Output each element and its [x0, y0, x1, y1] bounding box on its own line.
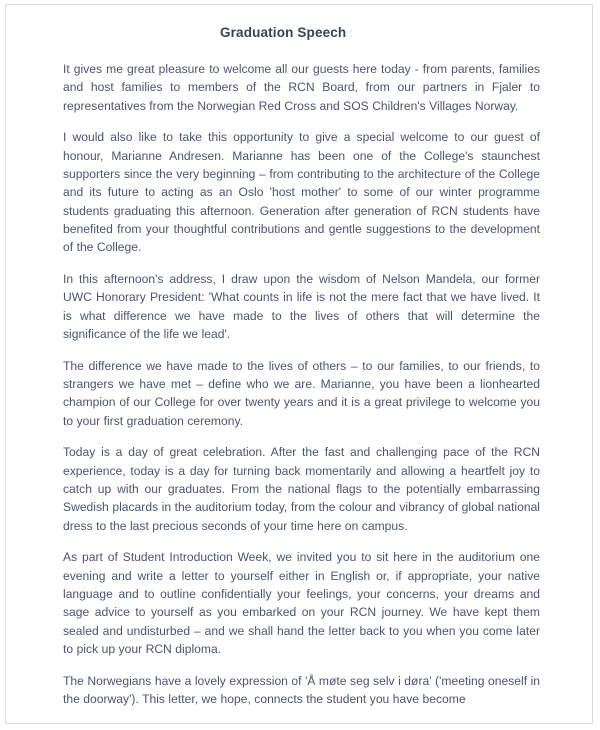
- page-title-text: Graduation Speech: [220, 25, 347, 40]
- paragraph: In this afternoon's address, I draw upon the wisdom of Nelson Mandela, our former UWC Honorary President: 'What counts in life is not the mere fact that we have lived. It is what difference we have made to the lives of others that will determine the significance of the life we lead'.: [63, 271, 540, 341]
- page-title: [63, 23, 540, 43]
- paragraph: As part of Student Introduction Week, we invited you to sit here in the auditorium one evening and write a letter to yourself either in English or, if appropriate, your native language and to outline confidentially your feelings, your concerns, your dreams and sage advice to yourself as you embarked on your RCN journey. We have kept them sealed and undisturbed – and we shall hand the letter back to you when you come later to pick up your RCN diploma.: [63, 550, 540, 656]
- paragraph: The difference we have made to the lives of others – to our families, to our friends, to strangers we have met – define who we are. Marianne, you have been a lionhearted champion of our College for over twenty years and it is a great privilege to welcome you to your first graduation ceremony.: [63, 358, 540, 428]
- document-page: [5, 4, 593, 724]
- document-body: [63, 23, 540, 723]
- paragraph: The Norwegians have a lovely expression of 'Å møte seg selv i døra' ('meeting oneself in the doorway'). This letter, we hope, connects the student you have become: [63, 673, 540, 706]
- paragraph: Today is a day of great celebration. After the fast and challenging pace of the RCN experience, today is a day for turning back momentarily and allowing a heartfelt joy to catch up with our graduates. From the national flags to the potentially embarrassing Swedish placards in the auditorium today, from the colour and vibrancy of global national dress to the last precious seconds of your time here on campus.: [63, 445, 540, 533]
- paragraph: I would also like to take this opportunity to give a special welcome to our guest of honour, Marianne Andresen. Marianne has been one of the College's staunchest supporters since the very beginning – from contributing to the architecture of the College and its future to acting as an Oslo 'host mother' to some of our winter programme students graduating this afternoon. Generation after generation of RCN students have benefited from your thoughtful contributions and gentle suggestions to the development of the College.: [63, 130, 540, 255]
- page-title-colon: :: [349, 25, 354, 40]
- paragraph: It gives me great pleasure to welcome all our guests here today - from parents, families and host families to members of the RCN Board, from our partners in Fjaler to representatives from the Norwegian Red Cross and SOS Children's Villages Norway.: [63, 62, 540, 113]
